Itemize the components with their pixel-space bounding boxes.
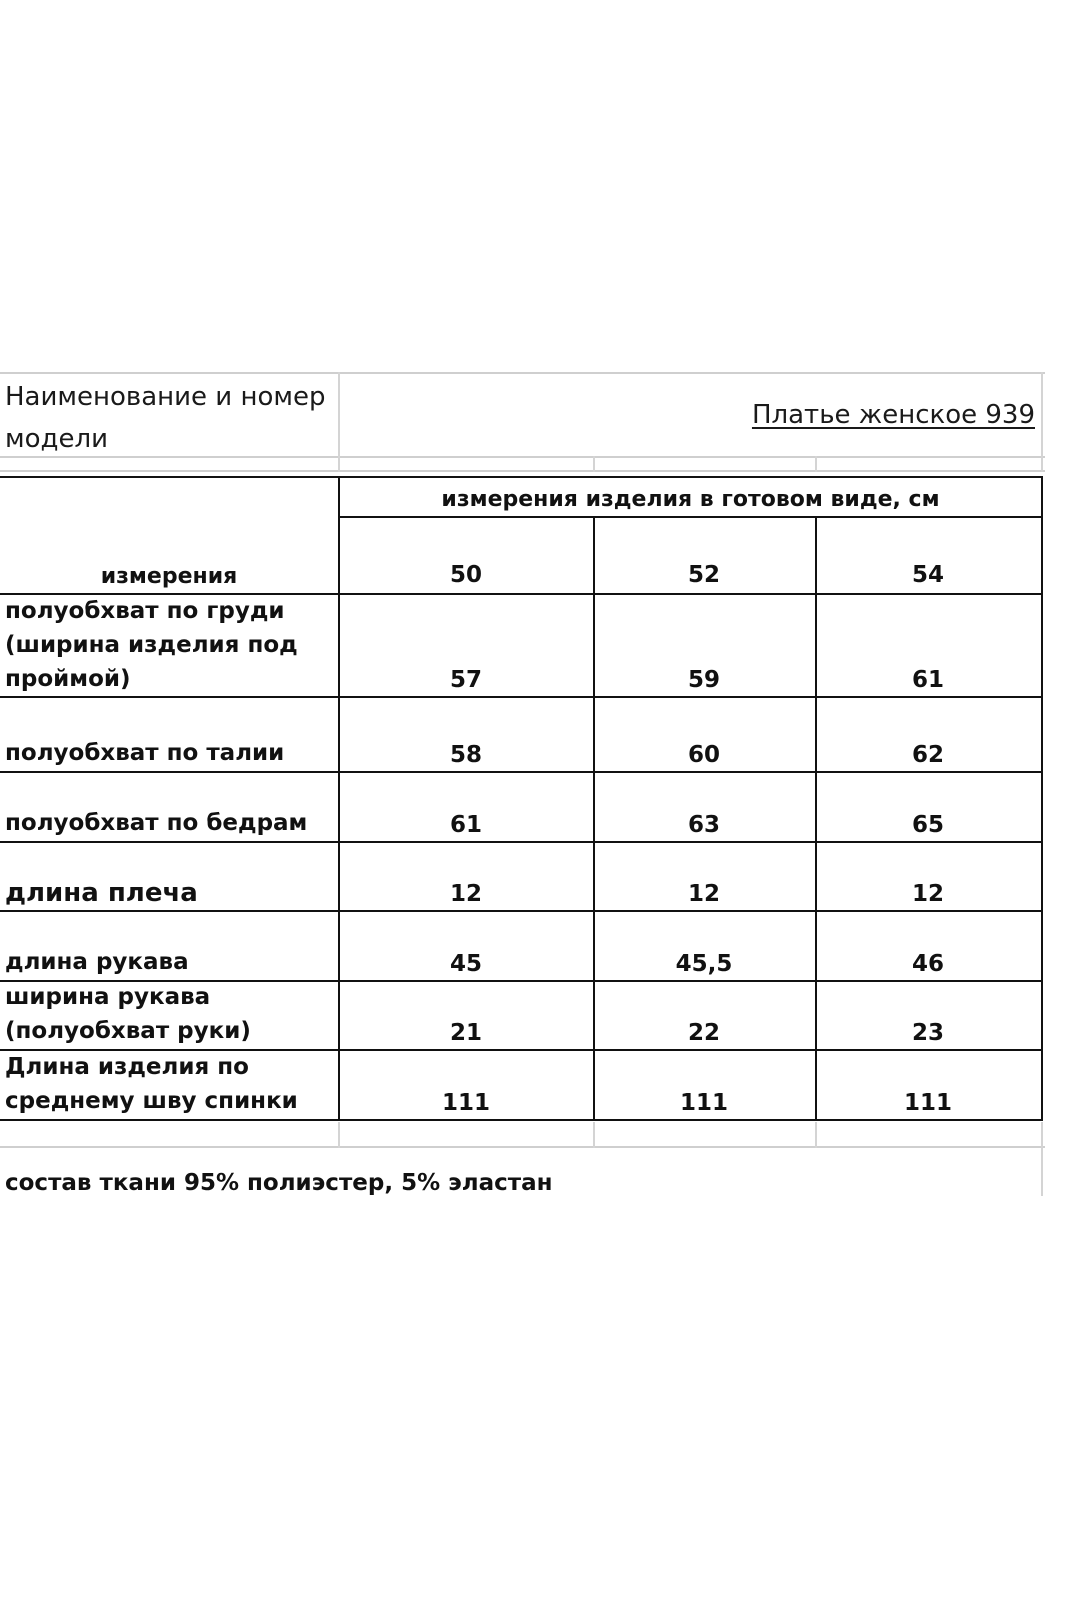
row-value: 111 — [441, 1090, 490, 1116]
row-label: Длина изделия по среднему шву спинки — [5, 1054, 298, 1114]
model-label: Наименование и номер модели — [5, 382, 326, 454]
gridline — [0, 1146, 1045, 1148]
gridline — [815, 456, 817, 472]
table-border — [0, 841, 1043, 843]
gridline — [338, 1122, 340, 1148]
row-value: 61 — [449, 812, 482, 838]
measure-header: измерения — [100, 564, 238, 589]
row-value: 57 — [449, 667, 482, 693]
row-value: 45,5 — [675, 951, 733, 977]
row-value: 46 — [911, 951, 944, 977]
size-header: 54 — [911, 562, 944, 588]
table-border — [0, 910, 1043, 912]
row-value: 61 — [911, 667, 944, 693]
table-border — [593, 516, 595, 1121]
gridline — [1041, 1122, 1043, 1196]
gridline — [338, 372, 340, 472]
row-label: длина рукава — [5, 949, 189, 975]
row-value: 58 — [449, 742, 482, 768]
fabric-composition: состав ткани 95% полиэстер, 5% эластан — [5, 1170, 553, 1196]
table-border — [338, 476, 340, 1121]
row-value: 22 — [687, 1020, 720, 1046]
row-label: полуобхват по груди (ширина изделия под проймой) — [5, 598, 298, 692]
row-value: 21 — [449, 1020, 482, 1046]
gridline — [815, 1122, 817, 1148]
row-value: 62 — [911, 742, 944, 768]
row-value: 111 — [903, 1090, 952, 1116]
row-value: 12 — [449, 881, 482, 907]
row-label: ширина рукава (полуобхват руки) — [5, 984, 251, 1044]
size-header: 50 — [449, 562, 482, 588]
gridline — [0, 470, 1045, 472]
table-border — [815, 516, 817, 1121]
row-value: 45 — [449, 951, 482, 977]
row-value: 65 — [911, 812, 944, 838]
row-value: 60 — [687, 742, 720, 768]
model-value: Платье женское 939 — [751, 400, 1035, 430]
size-header: 52 — [687, 562, 720, 588]
group-header: измерения изделия в готовом виде, см — [441, 487, 940, 512]
row-label: длина плеча — [5, 878, 198, 908]
gridline — [593, 1122, 595, 1148]
table-border — [1041, 476, 1043, 1121]
table-border — [338, 516, 1043, 518]
row-value: 23 — [911, 1020, 944, 1046]
row-value: 59 — [687, 667, 720, 693]
row-value: 63 — [687, 812, 720, 838]
table-border — [0, 476, 1043, 478]
gridline — [593, 456, 595, 472]
row-value: 12 — [687, 881, 720, 907]
row-value: 12 — [911, 881, 944, 907]
row-label: полуобхват по бедрам — [5, 810, 308, 836]
row-value: 111 — [679, 1090, 728, 1116]
table-border — [0, 1119, 1043, 1121]
table-border — [0, 771, 1043, 773]
gridline — [0, 372, 1045, 374]
table-border — [0, 696, 1043, 698]
row-label: полуобхват по талии — [5, 740, 285, 766]
gridline — [1041, 372, 1043, 472]
